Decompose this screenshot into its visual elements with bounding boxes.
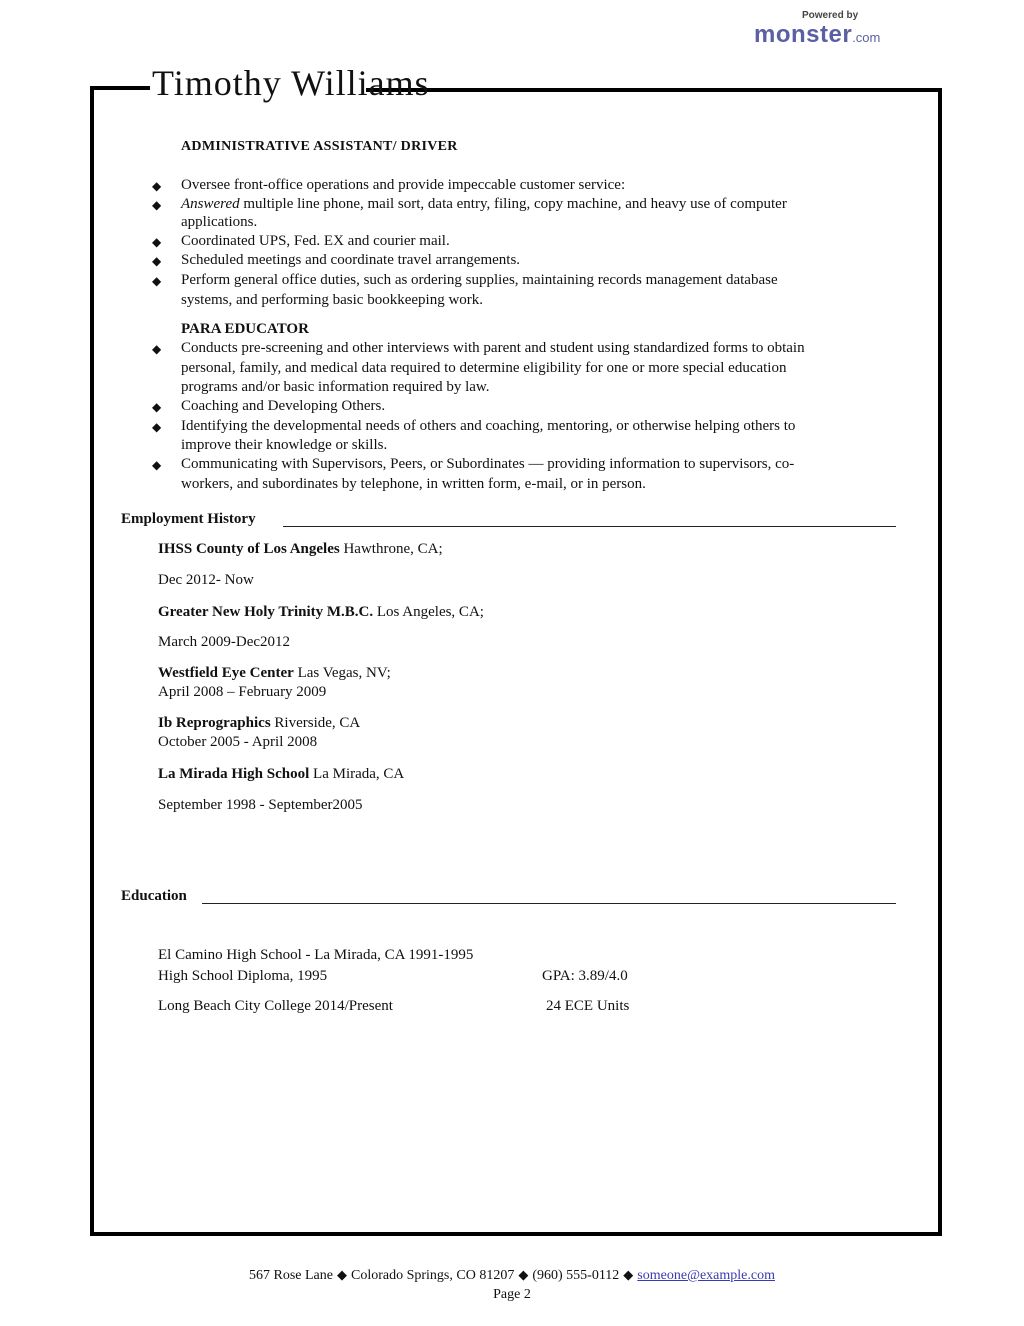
job-4-location: Riverside, CA [270,715,361,731]
bullet-icon: ◆ [152,179,162,193]
job-3-employer: Westfield Eye Center [158,665,294,681]
answered-word: Answered [181,196,240,212]
admin-bullet-4: Scheduled meetings and coordinate travel arrangements. [181,252,521,268]
bullet-icon: ◆ [152,342,162,356]
para-line-3: programs and/or basic information required by law. [181,379,490,395]
admin-title: ADMINISTRATIVE ASSISTANT/ DRIVER [181,139,458,154]
para-line-5: Identifying the developmental needs of others and coaching, mentoring, or otherwise helping others to [181,418,796,434]
para-line-4: Coaching and Developing Others. [181,398,386,414]
diamond-icon: ◆ [623,1267,634,1282]
job-4 [158,714,360,733]
brand-suffix: .com [852,30,881,45]
footer-city: Colorado Springs, CO 81207 [350,1268,515,1283]
education-rule [202,903,896,904]
job-3 [158,664,391,683]
job-4-employer: Ib Reprographics [158,715,271,731]
job-2-employer: Greater New Holy Trinity M.B.C. [158,604,374,620]
page-number: Page 2 [493,1287,531,1302]
education-heading: Education [121,888,187,904]
bullet-icon: ◆ [152,235,162,249]
job-2 [158,603,484,622]
brand-word: monster [754,21,853,48]
para-line-1: Conducts pre-screening and other interviews with parent and student using standardized forms to obtain [181,340,805,356]
job-3-location: Las Vegas, NV; [293,665,391,681]
para-line-8: workers, and subordinates by telephone, in written form, e-mail, or in person. [181,476,646,492]
job-1 [158,540,443,559]
bullet-icon: ◆ [152,254,162,268]
diamond-icon: ◆ [336,1267,347,1282]
job-1-employer: IHSS County of Los Angeles [158,541,340,557]
footer-address: 567 Rose Lane [249,1268,333,1283]
brand-name [754,21,880,49]
para-line-7: Communicating with Supervisors, Peers, or Subordinates — providing information to supervisors, co- [181,456,795,472]
job-3-dates: April 2008 – February 2009 [158,684,327,700]
monster-logo [754,8,904,48]
education-line-1: El Camino High School - La Mirada, CA 1991-1995 [158,947,474,963]
powered-by-text: Powered by [802,10,859,21]
footer-phone: (960) 555-0112 [532,1268,620,1283]
job-1-dates: Dec 2012- Now [158,572,254,588]
admin-bullet-5-cont: systems, and performing basic bookkeeping work. [181,292,484,308]
job-5-employer: La Mirada High School [158,766,310,782]
bullet-icon: ◆ [152,458,162,472]
employment-rule [283,526,896,527]
bullet-icon: ◆ [152,400,162,414]
education-gpa: GPA: 3.89/4.0 [542,968,628,984]
candidate-name: Timothy Williams [152,63,430,103]
admin-bullet-1: Oversee front-office operations and provide impeccable customer service: [181,177,626,193]
employment-heading: Employment History [121,511,256,527]
footer-contact [0,1267,1024,1284]
bullet-icon: ◆ [152,274,162,288]
education-line-3: Long Beach City College 2014/Present [158,998,393,1014]
bullet-icon: ◆ [152,420,162,434]
admin-bullet-2 [181,195,787,214]
job-2-location: Los Angeles, CA; [373,604,484,620]
admin-bullet-2-text: multiple line phone, mail sort, data entry, filing, copy machine, and heavy use of computer [243,196,787,212]
job-2-dates: March 2009-Dec2012 [158,634,291,650]
job-1-location: Hawthrone, CA; [339,541,443,557]
para-title: PARA EDUCATOR [181,321,309,337]
footer-email-link[interactable]: someone@example.com [637,1268,775,1283]
job-5-location: La Mirada, CA [309,766,405,782]
diamond-icon: ◆ [518,1267,529,1282]
para-line-6: improve their knowledge or skills. [181,437,388,453]
admin-bullet-3: Coordinated UPS, Fed. EX and courier mail. [181,233,450,249]
job-4-dates: October 2005 - April 2008 [158,734,318,750]
job-5 [158,765,404,784]
bullet-icon: ◆ [152,198,162,212]
job-5-dates: September 1998 - September2005 [158,797,363,813]
admin-bullet-5: Perform general office duties, such as ordering supplies, maintaining records management database [181,272,778,288]
admin-bullet-2-cont: applications. [181,214,258,230]
para-line-2: personal, family, and medical data required to determine eligibility for one or more special education [181,360,787,376]
education-line-2: High School Diploma, 1995 [158,968,328,984]
education-units: 24 ECE Units [546,998,630,1014]
